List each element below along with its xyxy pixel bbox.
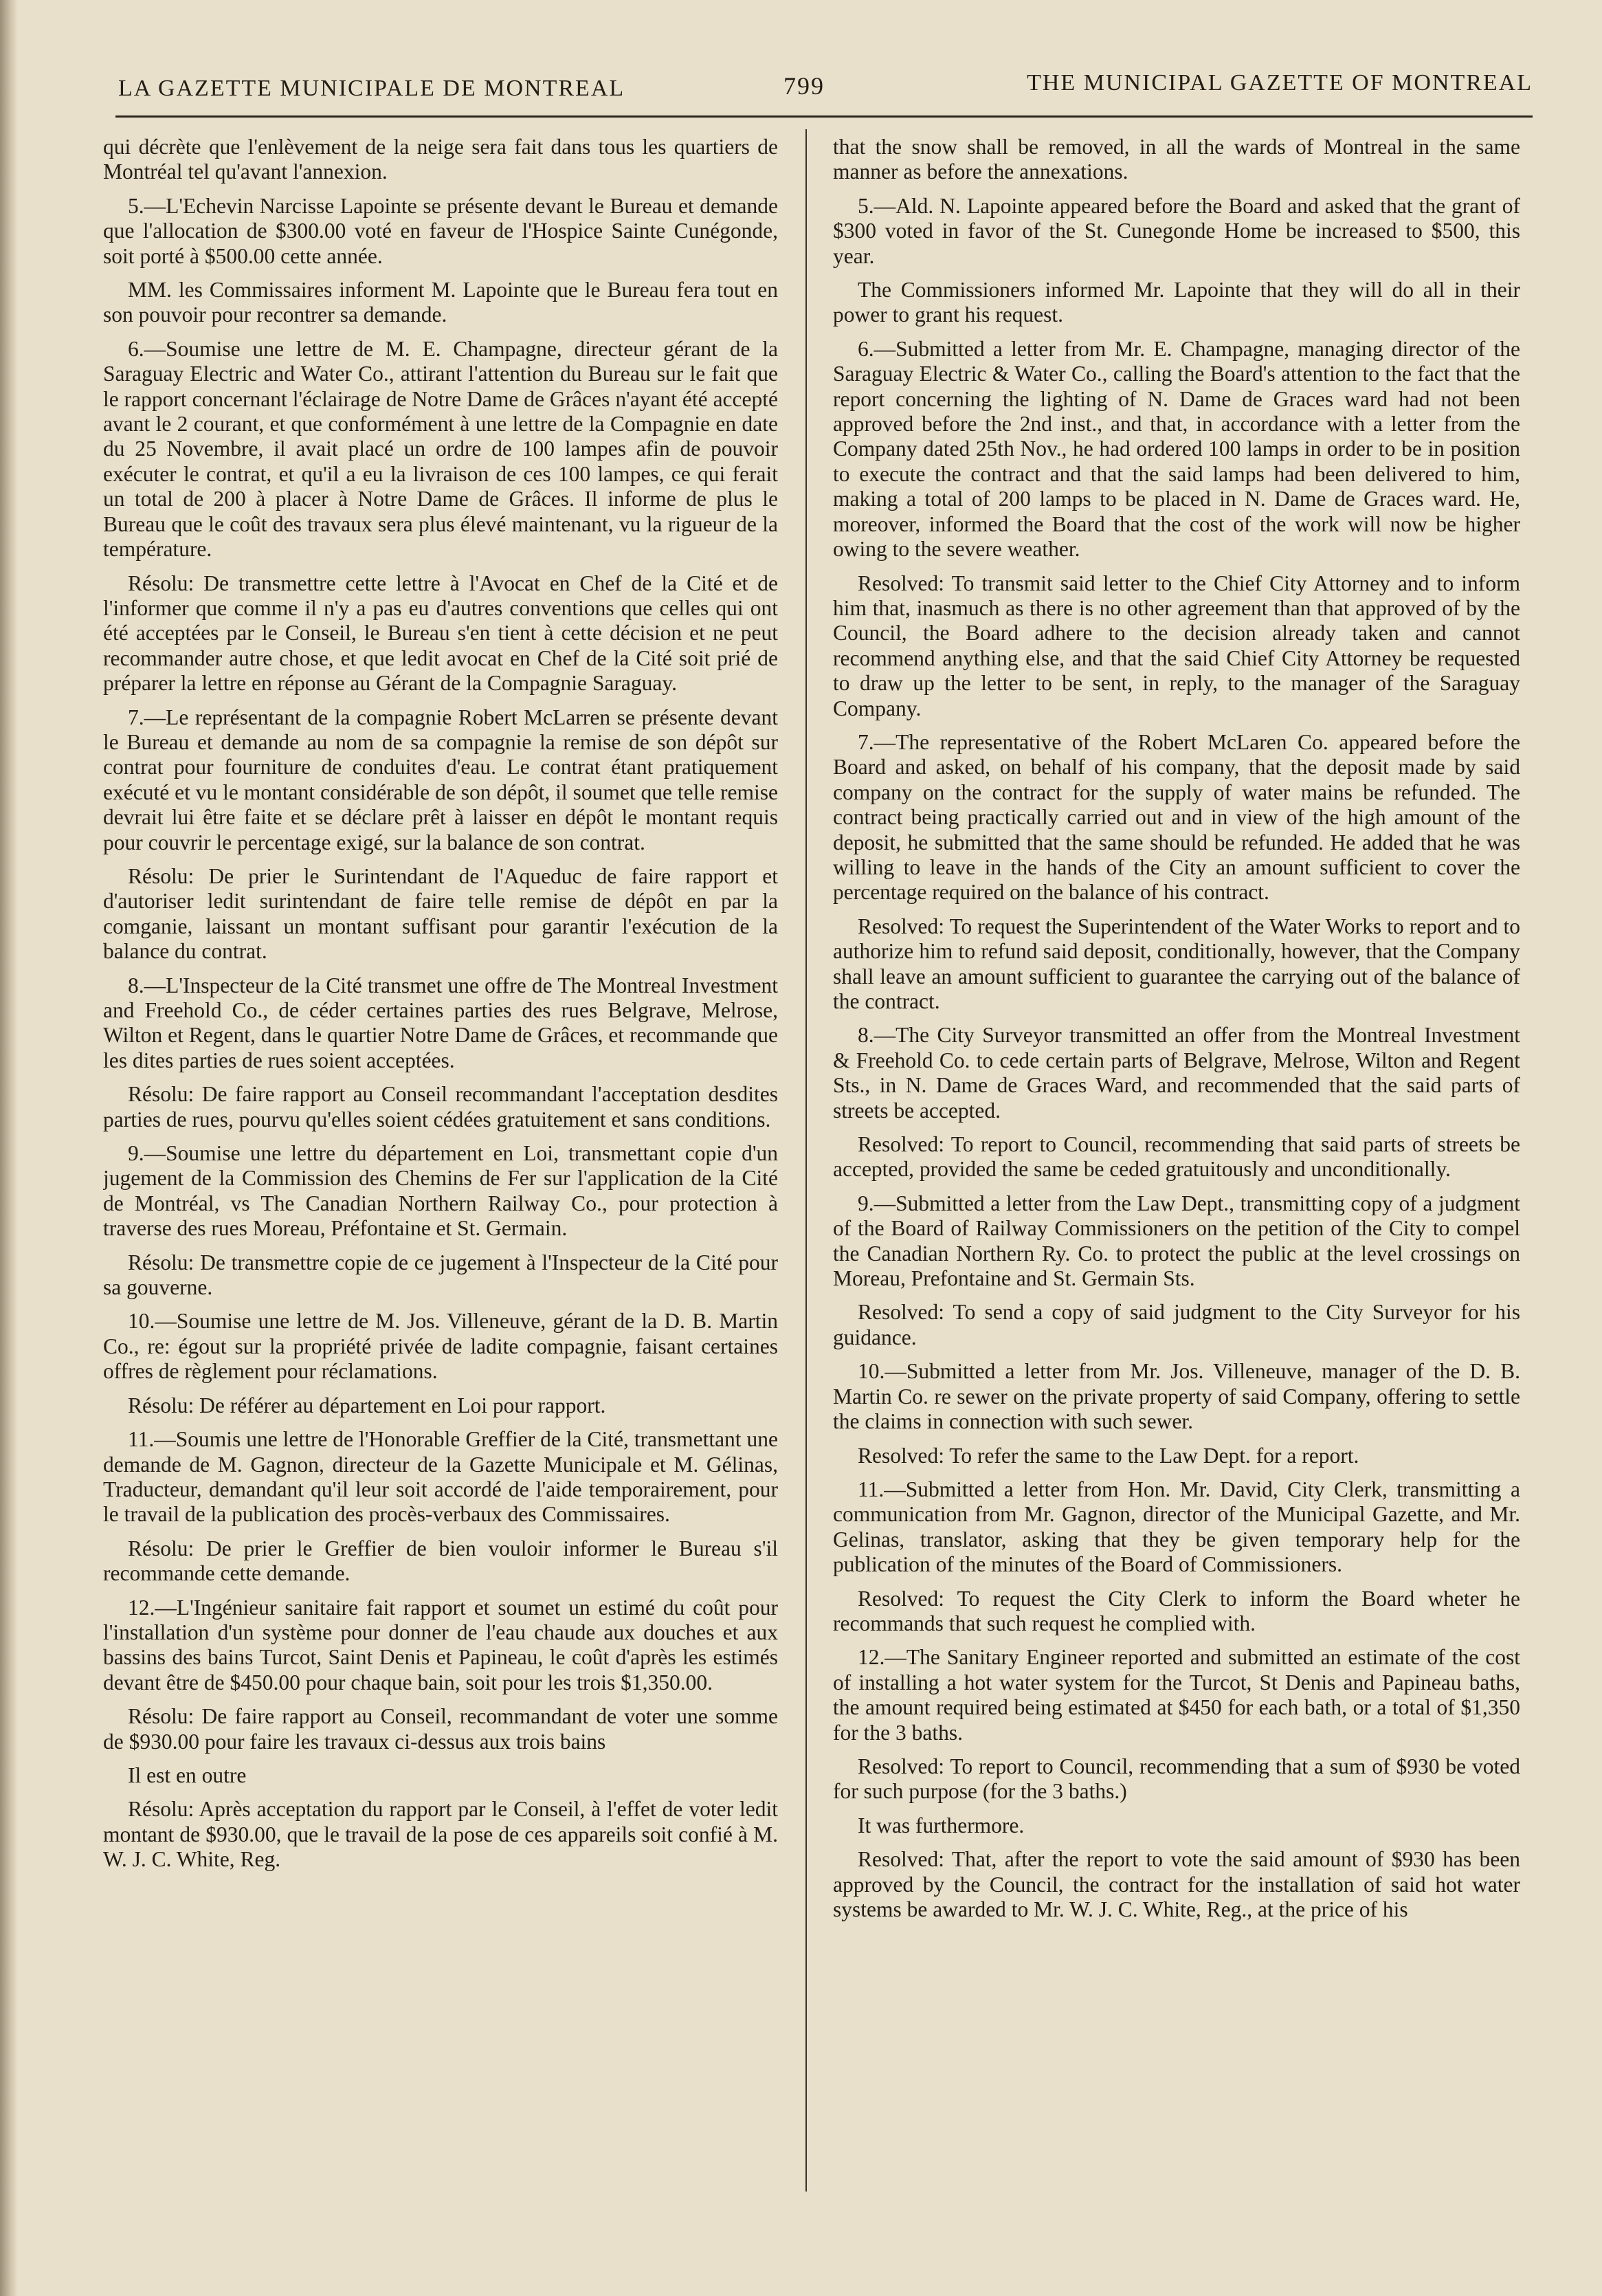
- french-resolution: Résolu: De transmettre copie de ce jugement à l'Inspecteur de la Cité pour sa gouverne.: [103, 1250, 778, 1300]
- english-resolution: Resolved: To transmit said letter to the Chief City Attorney and to inform him that, inasmuch as there is no other agreement than that approved of by the Council, the Board adhere to the decision already taken and cannot recommend anything else, and that the said Chief City Attorney be requested to draw up the letter to be sent, in reply, to the manager of the Saraguay Company.: [833, 571, 1520, 720]
- french-paragraph: Il est en outre: [128, 1763, 247, 1787]
- header-french-title: LA GAZETTE MUNICIPALE DE MONTREAL: [118, 76, 625, 101]
- english-paragraph: 9.—Submitted a letter from the Law Dept., transmitting copy of a judgment of the Board of Railway Commissioners on the petition of the City to compel the Canadian Northern Ry. Co. to protect the public at the level crossings on Moreau, Prefontaine and St. Germain Sts.: [833, 1191, 1520, 1291]
- french-paragraph: 6.—Soumise une lettre de M. E. Champagne, directeur gérant de la Saraguay Electric and Water Co., attirant l'attention du Bureau sur le fait que le rapport concernant l'éclairage de Notre Dame de Grâces n'ayant été accepté avant le 2 courant, et que conformément à une lettre de la Compagnie en date du 25 Novembre, il avait placé un ordre de 100 lampes afin de pouvoir exécuter le contrat, et qu'il a eu la livraison de ces 100 lampes, ce qui ferait un total de 200 à placer à Notre Dame de Grâces. Il informe de plus le Bureau que le coût des travaux sera plus élevé maintenant, vu la rigueur de la température.: [103, 336, 778, 562]
- english-resolution: Resolved: That, after the report to vote the said amount of $930 has been approved by the Council, the contract for the installation of said hot water systems be awarded to Mr. W. J. C. White, Reg., at the price of his: [833, 1847, 1520, 1921]
- header-rule: [115, 115, 1533, 118]
- french-column: [103, 135, 778, 2238]
- english-paragraph: 5.—Ald. N. Lapointe appeared before the Board and asked that the grant of $300 voted in favor of the St. Cunegonde Home be increased to $500, this year.: [833, 193, 1520, 268]
- english-paragraph: 10.—Submitted a letter from Mr. Jos. Villeneuve, manager of the D. B. Martin Co. re sewer on the private property of said Company, offering to settle the claims in connection with such sewer.: [833, 1359, 1520, 1434]
- french-paragraph: 10.—Soumise une lettre de M. Jos. Villeneuve, gérant de la D. B. Martin Co., re: égout sur la propriété privée de ladite compagnie, faisant certaines offres de règlement pour réclamations.: [103, 1309, 778, 1384]
- header-english-title: THE MUNICIPAL GAZETTE OF MONTREAL: [1027, 70, 1533, 96]
- french-resolution: Résolu: De faire rapport au Conseil, recommandant de voter une somme de $930.00 pour faire les travaux ci-dessus aux trois bains: [103, 1704, 778, 1754]
- french-resolution: Résolu: De transmettre cette lettre à l'Avocat en Chef de la Cité et de l'informer que comme il n'y a pas eu d'autres conventions que celles qui ont été acceptées par le Conseil, le Bureau s'en tient à cette décision et ne peut recommander autre chose, et que ledit avocat en Chef de la Cité soit prié de préparer la lettre en réponse au Gérant de la Compagnie Saraguay.: [103, 571, 778, 696]
- french-paragraph: MM. les Commissaires informent M. Lapointe que le Bureau fera tout en son pouvoir pour recontrer sa demande.: [103, 278, 778, 327]
- page-header: [103, 60, 1533, 115]
- gazette-page: [103, 60, 1533, 2260]
- english-paragraph: The Commissioners informed Mr. Lapointe that they will do all in their power to grant his request.: [833, 278, 1520, 327]
- french-resolution: Résolu: De référer au département en Loi pour rapport.: [128, 1393, 606, 1417]
- english-resolution: Resolved: To send a copy of said judgment to the City Surveyor for his guidance.: [833, 1300, 1520, 1349]
- english-resolution: Resolved: To report to Council, recommending that said parts of streets be accepted, provided the same be ceded gratuitously and unconditionally.: [833, 1132, 1520, 1182]
- french-paragraph: 11.—Soumis une lettre de l'Honorable Greffier de la Cité, transmettant une demande de M. Gagnon, directeur de la Gazette Municipale et M. Gélinas, Traducteur, demandant qu'il leur soit accordé de l'aide temporairement, pour le travail de la publication des procès-verbaux des Commissaires.: [103, 1427, 778, 1527]
- english-paragraph: It was furthermore.: [858, 1813, 1025, 1837]
- english-resolution: Resolved: To refer the same to the Law Dept. for a report.: [858, 1443, 1359, 1468]
- column-divider: [805, 129, 807, 2192]
- french-resolution: Résolu: Après acceptation du rapport par le Conseil, à l'effet de voter ledit montant de $930.00, que le travail de la pose de ces appareils soit confié à M. W. J. C. White, Reg.: [103, 1797, 778, 1872]
- english-paragraph: 7.—The representative of the Robert McLaren Co. appeared before the Board and asked, on behalf of his company, that the deposit made by said company on the contract for the supply of water mains be refunded. The contract being practically carried out and in view of the high amount of the deposit, he submitted that the same should be refunded. He added that he was willing to leave in the hands of the City an amount sufficient to cover the percentage required on the balance of his contract.: [833, 729, 1520, 905]
- french-paragraph: qui décrète que l'enlèvement de la neige sera fait dans tous les quartiers de Montréal tel qu'avant l'annexion.: [103, 135, 778, 184]
- page-binding-shadow: [0, 0, 18, 2296]
- french-paragraph: 5.—L'Echevin Narcisse Lapointe se présente devant le Bureau et demande que l'allocation de $300.00 voté en faveur de l'Hospice Sainte Cunégonde, soit porté à $500.00 cette année.: [103, 193, 778, 268]
- french-resolution: Résolu: De prier le Greffier de bien vouloir informer le Bureau s'il recommande cette demande.: [103, 1536, 778, 1586]
- french-paragraph: 12.—L'Ingénieur sanitaire fait rapport et soumet un estimé du coût pour l'installation d'un système pour donner de l'eau chaude aux douches et aux bassins des bains Turcot, Saint Denis et Papineau, le coût d'après les estimés devant être de $450.00 pour chaque bain, soit pour les trois $1,350.00.: [103, 1595, 778, 1695]
- french-paragraph: 9.—Soumise une lettre du département en Loi, transmettant copie d'un jugement de la Commission des Chemins de Fer sur l'application de la Cité de Montréal, vs The Canadian Northern Railway Co., pour protection à traverse des rues Moreau, Préfontaine et St. Germain.: [103, 1141, 778, 1241]
- french-paragraph: 7.—Le représentant de la compagnie Robert McLarren se présente devant le Bureau et demande au nom de sa compagnie la remise de son dépôt sur contrat pour fourniture de conduites d'eau. Le contrat étant pratiquement exécuté et vu le montant considérable de son dépôt, il soumet que telle remise devrait lui être faite et se déclare prêt à laisser en dépôt le montant requis pour couvrir le percentage exigé, sur la balance de son contrat.: [103, 705, 778, 854]
- english-resolution: Resolved: To request the City Clerk to inform the Board wheter he recommands that such request he complied with.: [833, 1586, 1520, 1635]
- english-resolution: Resolved: To request the Superintendent of the Water Works to report and to authorize him to refund said deposit, conditionally, however, that the Company shall leave an amount sufficient to guarantee the carrying out of the balance of the contract.: [833, 914, 1520, 1013]
- english-paragraph: 12.—The Sanitary Engineer reported and submitted an estimate of the cost of installing a hot water system for the Turcot, St Denis and Papineau baths, the amount required being estimated at $450 for each bath, or a total of $1,350 for the 3 baths.: [833, 1645, 1520, 1745]
- english-paragraph: that the snow shall be removed, in all the wards of Montreal in the same manner as before the annexations.: [833, 135, 1520, 184]
- english-paragraph: 8.—The City Surveyor transmitted an offer from the Montreal Investment & Freehold Co. to cede certain parts of Belgrave, Melrose, Wilton and Regent Sts., in N. Dame de Graces Ward, and recommended that the said parts of streets be accepted.: [833, 1023, 1520, 1123]
- french-resolution: Résolu: De faire rapport au Conseil recommandant l'acceptation desdites parties de rues, pourvu qu'elles soient cédées gratuitement et sans conditions.: [103, 1082, 778, 1132]
- page-number: 799: [783, 72, 825, 100]
- french-resolution: Résolu: De prier le Surintendant de l'Aqueduc de faire rapport et d'autoriser ledit surintendant de faire telle remise de dépôt en par la comganie, laissant un montant suffisant pour garantir l'exécution de la balance du contrat.: [103, 863, 778, 964]
- english-paragraph: 6.—Submitted a letter from Mr. E. Champagne, managing director of the Saraguay Electric & Water Co., calling the Board's attention to the fact that the report concerning the lighting of N. Dame de Graces ward had not been approved before the 2nd inst., and that, in accordance with a letter from the Company dated 25th Nov., he had ordered 100 lamps in order to be in position to execute the contract and that the said lamps had been delivered to him, making a total of 200 lamps to be placed in N. Dame de Graces ward. He, moreover, informed the Board that the cost of the work will now be higher owing to the severe weather.: [833, 336, 1520, 562]
- english-resolution: Resolved: To report to Council, recommending that a sum of $930 be voted for such purpose (for the 3 baths.): [833, 1754, 1520, 1804]
- english-column: [833, 135, 1520, 2238]
- french-paragraph: 8.—L'Inspecteur de la Cité transmet une offre de The Montreal Investment and Freehold Co., de céder certaines parties des rues Belgrave, Melrose, Wilton et Regent, dans le quartier Notre Dame de Grâces, et recommande que les dites parties de rues soient acceptées.: [103, 973, 778, 1072]
- english-paragraph: 11.—Submitted a letter from Hon. Mr. David, City Clerk, transmitting a communication from Mr. Gagnon, director of the Municipal Gazette, and Mr. Gelinas, translator, asking that they be given temporary help for the publication of the minutes of the Board of Commissioners.: [833, 1477, 1520, 1577]
